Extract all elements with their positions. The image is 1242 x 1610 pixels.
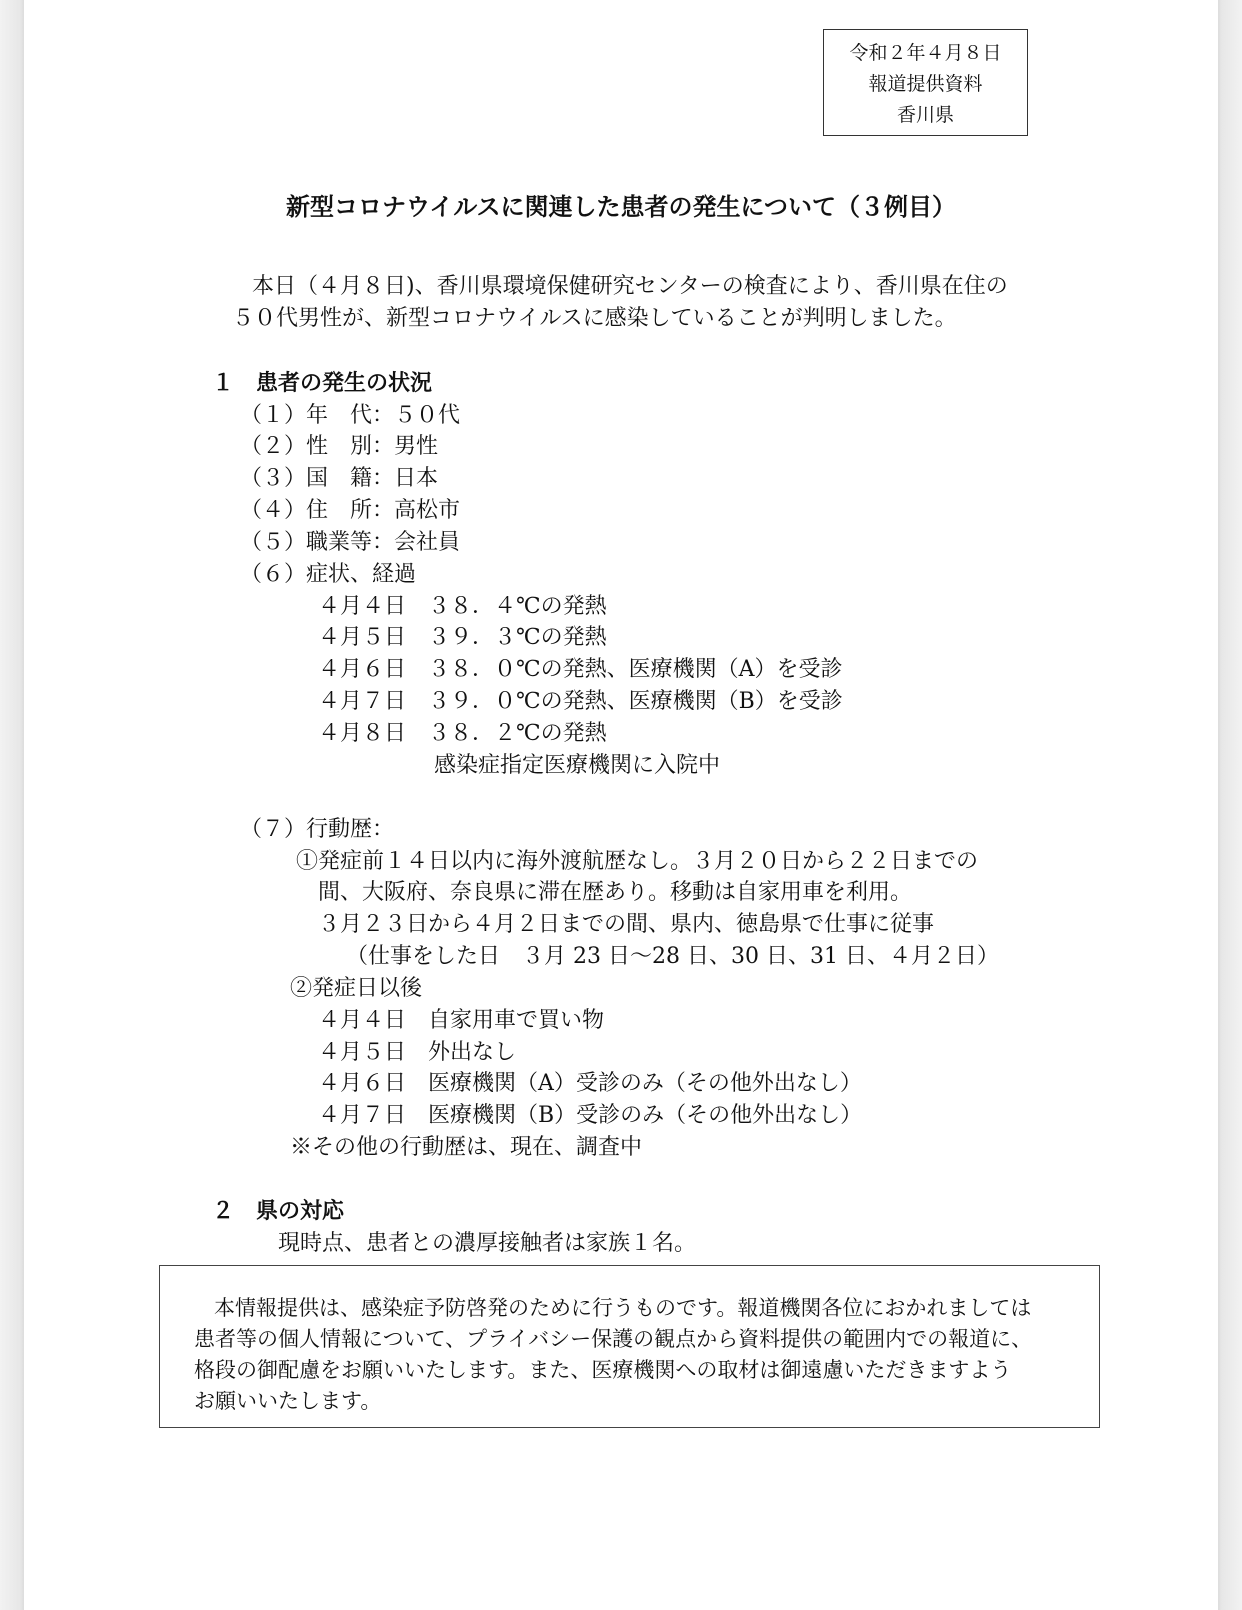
history-2-entry: ４月５日 外出なし	[318, 1040, 517, 1065]
history-1-line: 間、大阪府、奈良県に滞在歴あり。移動は自家用車を利用。	[318, 880, 913, 905]
symptom-entry: ４月７日 ３９．０℃の発熱、医療機関（B）を受診	[318, 689, 843, 714]
page-edge-right	[1218, 0, 1242, 1610]
history-note: ※その他の行動歴は、現在、調査中	[290, 1135, 643, 1160]
patient-sex: （２）性 別：男性	[240, 434, 439, 459]
release-info-box	[823, 29, 1028, 136]
patient-nationality: （３）国 籍：日本	[240, 466, 439, 491]
notice-line: 患者等の個人情報について、プライバシー保護の観点から資料提供の範囲内での報道に、	[194, 1327, 1033, 1351]
patient-address: （４）住 所：高松市	[240, 498, 461, 523]
document-title: 新型コロナウイルスに関連した患者の発生について（３例目）	[285, 193, 957, 221]
symptom-entry: ４月６日 ３８．０℃の発熱、医療機関（A）を受診	[318, 657, 843, 682]
symptom-entry: ４月４日 ３８．４℃の発熱	[318, 594, 607, 619]
symptom-entry: ４月８日 ３８．２℃の発熱	[318, 721, 607, 746]
intro-line-1: 本日（４月８日)、香川県環境保健研究センターの検査により、香川県在住の	[252, 274, 1008, 299]
page-edge-left	[0, 0, 24, 1610]
notice-line: 本情報提供は、感染症予防啓発のために行うものです。報道機関各位におかれましては	[214, 1296, 1032, 1320]
history-1-line: ３月２３日から４月２日までの間、県内、徳島県で仕事に従事	[318, 912, 935, 937]
release-date: 令和２年４月８日	[849, 42, 1002, 64]
hospitalization-status: 感染症指定医療機関に入院中	[434, 753, 721, 778]
history-2-entry: ４月７日 医療機関（B）受診のみ（その他外出なし）	[318, 1103, 863, 1128]
section-2-text: 現時点、患者との濃厚接触者は家族１名。	[278, 1231, 697, 1256]
symptoms-label: （６）症状、経過	[240, 562, 417, 587]
notice-line: お願いいたします。	[194, 1389, 382, 1413]
history-1-line: （仕事をした日 ３月 23 日～28 日、30 日、31 日、４月２日）	[346, 944, 999, 969]
history-2-entry: ４月６日 医療機関（A）受診のみ（その他外出なし）	[318, 1071, 862, 1096]
history-1-line: ①発症前１４日以内に海外渡航歴なし。３月２０日から２２日までの	[296, 849, 979, 874]
intro-line-2: ５０代男性が、新型コロナウイルスに感染していることが判明しました。	[232, 306, 957, 331]
history-2-label: ②発症日以後	[290, 976, 423, 1001]
patient-age: （１）年 代：５０代	[240, 403, 461, 428]
notice-line: 格段の御配慮をお願いいたします。また、医療機関への取材は御遠慮いただきますよう	[194, 1358, 1012, 1382]
section-1-heading: １ 患者の発生の状況	[212, 371, 433, 396]
history-label: （７）行動歴：	[240, 817, 395, 842]
release-type: 報道提供資料	[868, 73, 983, 95]
section-2-heading: ２ 県の対応	[212, 1199, 345, 1224]
patient-occupation: （５）職業等：会社員	[240, 530, 461, 555]
history-2-entry: ４月４日 自家用車で買い物	[318, 1008, 605, 1033]
media-notice-box	[159, 1265, 1100, 1428]
release-issuer: 香川県	[896, 104, 954, 126]
symptom-entry: ４月５日 ３９．３℃の発熱	[318, 625, 607, 650]
